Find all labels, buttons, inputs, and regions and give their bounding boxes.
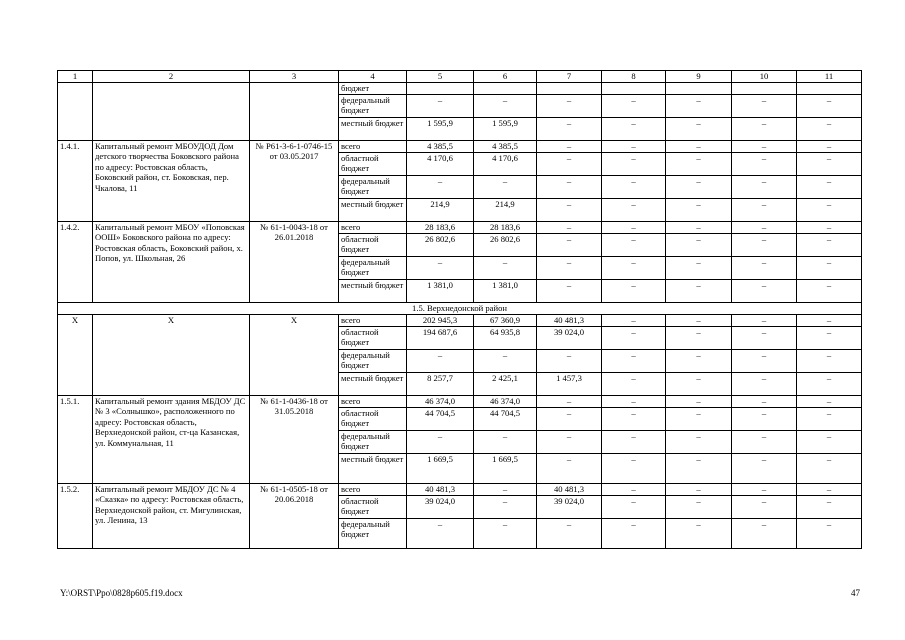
value-cell: –: [537, 94, 602, 117]
budget-type: всего: [339, 483, 407, 495]
budget-type: областной бюджет: [339, 152, 407, 175]
value-cell: –: [666, 483, 732, 495]
table-row: [58, 140, 862, 152]
value-cell: –: [666, 140, 732, 152]
value-cell: –: [732, 117, 797, 140]
value-cell: –: [732, 430, 797, 453]
budget-type: местный бюджет: [339, 198, 407, 221]
value-cell: –: [732, 372, 797, 395]
budget-type: всего: [339, 221, 407, 233]
value-cell: –: [732, 221, 797, 233]
value-cell: –: [474, 483, 537, 495]
item-document: № 61-1-0436-18 от 31.05.2018: [250, 395, 339, 483]
value-cell: –: [797, 483, 862, 495]
column-header: 2: [93, 71, 250, 83]
value-cell: –: [666, 198, 732, 221]
value-cell: –: [666, 314, 732, 326]
budget-type: местный бюджет: [339, 279, 407, 302]
value-cell: –: [602, 483, 666, 495]
value-cell: –: [666, 518, 732, 548]
value-cell: –: [732, 152, 797, 175]
value-cell: –: [666, 256, 732, 279]
value-cell: 28 183,6: [407, 221, 474, 233]
value-cell: 4 170,6: [407, 152, 474, 175]
item-number: 1.5.1.: [58, 395, 93, 483]
table-row: [58, 83, 862, 95]
value-cell: –: [797, 175, 862, 198]
value-cell: –: [474, 430, 537, 453]
value-cell: 1 669,5: [474, 453, 537, 483]
budget-type: местный бюджет: [339, 372, 407, 395]
value-cell: 64 935,8: [474, 326, 537, 349]
value-cell: –: [666, 279, 732, 302]
budget-type: федеральный бюджет: [339, 518, 407, 548]
value-cell: –: [537, 407, 602, 430]
value-cell: –: [732, 483, 797, 495]
value-cell: –: [797, 453, 862, 483]
section-row: [58, 302, 862, 314]
item-name: [93, 83, 250, 141]
value-cell: –: [797, 221, 862, 233]
value-cell: –: [732, 175, 797, 198]
value-cell: 1 595,9: [407, 117, 474, 140]
value-cell: 26 802,6: [474, 233, 537, 256]
column-header: 8: [602, 71, 666, 83]
item-document: № 61-1-0505-18 от 20.06.2018: [250, 483, 339, 548]
value-cell: 46 374,0: [407, 395, 474, 407]
value-cell: –: [797, 140, 862, 152]
footer-page-number: 47: [851, 588, 860, 598]
value-cell: 1 381,0: [474, 279, 537, 302]
value-cell: –: [732, 326, 797, 349]
value-cell: –: [666, 453, 732, 483]
x-marker: Х: [93, 314, 250, 395]
table-row: [58, 395, 862, 407]
value-cell: –: [797, 233, 862, 256]
table-row: [58, 221, 862, 233]
value-cell: –: [602, 453, 666, 483]
value-cell: 26 802,6: [407, 233, 474, 256]
value-cell: 39 024,0: [537, 326, 602, 349]
value-cell: –: [666, 233, 732, 256]
value-cell: –: [602, 326, 666, 349]
column-header: 6: [474, 71, 537, 83]
value-cell: –: [537, 140, 602, 152]
value-cell: –: [602, 140, 666, 152]
budget-type: областной бюджет: [339, 233, 407, 256]
value-cell: 46 374,0: [474, 395, 537, 407]
value-cell: –: [732, 198, 797, 221]
value-cell: –: [537, 349, 602, 372]
value-cell: –: [537, 430, 602, 453]
value-cell: –: [732, 453, 797, 483]
value-cell: –: [407, 518, 474, 548]
value-cell: –: [732, 233, 797, 256]
budget-type: федеральный бюджет: [339, 256, 407, 279]
value-cell: 44 704,5: [474, 407, 537, 430]
value-cell: 8 257,7: [407, 372, 474, 395]
value-cell: 39 024,0: [407, 495, 474, 518]
value-cell: –: [602, 175, 666, 198]
table-row: [58, 314, 862, 326]
value-cell: –: [666, 495, 732, 518]
value-cell: –: [732, 140, 797, 152]
budget-type: всего: [339, 395, 407, 407]
value-cell: 28 183,6: [474, 221, 537, 233]
value-cell: –: [797, 518, 862, 548]
value-cell: –: [537, 152, 602, 175]
value-cell: –: [797, 117, 862, 140]
value-cell: –: [407, 349, 474, 372]
value-cell: –: [474, 495, 537, 518]
item-document: № 61-1-0043-18 от 26.01.2018: [250, 221, 339, 302]
value-cell: –: [732, 349, 797, 372]
value-cell: –: [666, 152, 732, 175]
column-header: 7: [537, 71, 602, 83]
column-header: 9: [666, 71, 732, 83]
budget-type: областной бюджет: [339, 326, 407, 349]
value-cell: –: [732, 395, 797, 407]
value-cell: –: [602, 395, 666, 407]
value-cell: –: [537, 221, 602, 233]
value-cell: –: [666, 349, 732, 372]
budget-type: всего: [339, 314, 407, 326]
budget-type: областной бюджет: [339, 407, 407, 430]
value-cell: 214,9: [474, 198, 537, 221]
value-cell: –: [602, 349, 666, 372]
value-cell: 214,9: [407, 198, 474, 221]
item-number: 1.4.1.: [58, 140, 93, 221]
header-row: [58, 71, 862, 83]
column-header: 11: [797, 71, 862, 83]
value-cell: –: [407, 256, 474, 279]
value-cell: –: [666, 221, 732, 233]
value-cell: –: [537, 256, 602, 279]
value-cell: –: [732, 94, 797, 117]
value-cell: –: [732, 279, 797, 302]
value-cell: –: [474, 518, 537, 548]
value-cell: [474, 83, 537, 95]
value-cell: 202 945,3: [407, 314, 474, 326]
value-cell: –: [474, 256, 537, 279]
value-cell: –: [602, 94, 666, 117]
item-name: Капитальный ремонт МБДОУ ДС № 4 «Сказка» по адресу: Ростовская область, Верхнедонской район, ст. Мигулинская, ул. Ленина, 13: [93, 483, 250, 548]
budget-type: областной бюджет: [339, 495, 407, 518]
budget-type: федеральный бюджет: [339, 349, 407, 372]
value-cell: –: [537, 198, 602, 221]
value-cell: –: [474, 94, 537, 117]
section-title: 1.5. Верхнедонской район: [58, 302, 862, 314]
value-cell: –: [797, 256, 862, 279]
document-table: [57, 70, 862, 549]
value-cell: 44 704,5: [407, 407, 474, 430]
value-cell: –: [537, 233, 602, 256]
value-cell: –: [602, 198, 666, 221]
value-cell: –: [537, 279, 602, 302]
value-cell: –: [797, 94, 862, 117]
budget-type: федеральный бюджет: [339, 94, 407, 117]
value-cell: –: [732, 518, 797, 548]
value-cell: –: [537, 117, 602, 140]
budget-type: местный бюджет: [339, 117, 407, 140]
value-cell: –: [666, 395, 732, 407]
value-cell: –: [602, 518, 666, 548]
value-cell: –: [732, 256, 797, 279]
x-marker: Х: [58, 314, 93, 395]
value-cell: –: [797, 430, 862, 453]
value-cell: –: [602, 233, 666, 256]
item-document: [250, 83, 339, 141]
column-header: 4: [339, 71, 407, 83]
budget-type: федеральный бюджет: [339, 430, 407, 453]
item-number: [58, 83, 93, 141]
item-number: 1.4.2.: [58, 221, 93, 302]
value-cell: 4 385,5: [474, 140, 537, 152]
x-marker: Х: [250, 314, 339, 395]
value-cell: –: [797, 349, 862, 372]
budget-type: бюджет: [339, 83, 407, 95]
budget-type: местный бюджет: [339, 453, 407, 483]
value-cell: –: [666, 430, 732, 453]
value-cell: –: [797, 326, 862, 349]
value-cell: –: [407, 430, 474, 453]
value-cell: –: [474, 175, 537, 198]
value-cell: –: [666, 326, 732, 349]
item-document: № Р61-3-6-1-0746-15 от 03.05.2017: [250, 140, 339, 221]
item-name: Капитальный ремонт МБОУДОД Дом детского творчества Боковского района по адресу: Ростовская область, Боковский район, ст. Боковская, пер. Чкалова, 11: [93, 140, 250, 221]
value-cell: 4 170,6: [474, 152, 537, 175]
budget-type: федеральный бюджет: [339, 175, 407, 198]
value-cell: [537, 83, 602, 95]
value-cell: –: [602, 495, 666, 518]
value-cell: –: [602, 430, 666, 453]
column-header: 10: [732, 71, 797, 83]
footer-file-path: Y:\ORST\Ppo\0828p605.f19.docx: [60, 588, 183, 598]
value-cell: –: [537, 175, 602, 198]
value-cell: –: [602, 221, 666, 233]
value-cell: [732, 83, 797, 95]
value-cell: –: [732, 495, 797, 518]
value-cell: –: [602, 372, 666, 395]
value-cell: [666, 83, 732, 95]
table-row: [58, 483, 862, 495]
value-cell: –: [602, 314, 666, 326]
value-cell: –: [602, 407, 666, 430]
value-cell: 39 024,0: [537, 495, 602, 518]
value-cell: –: [537, 453, 602, 483]
value-cell: –: [474, 349, 537, 372]
value-cell: –: [602, 256, 666, 279]
value-cell: –: [797, 495, 862, 518]
item-name: Капитальный ремонт здания МБДОУ ДС № 3 «Солнышко», расположенного по адресу: Ростовская область, Верхнедонской район, ст-ца Казанская, ул. Коммунальная, 11: [93, 395, 250, 483]
value-cell: 1 595,9: [474, 117, 537, 140]
value-cell: 194 687,6: [407, 326, 474, 349]
value-cell: –: [602, 117, 666, 140]
value-cell: –: [602, 279, 666, 302]
column-header: 3: [250, 71, 339, 83]
value-cell: [602, 83, 666, 95]
value-cell: 67 360,9: [474, 314, 537, 326]
value-cell: [797, 83, 862, 95]
value-cell: 40 481,3: [537, 483, 602, 495]
value-cell: –: [666, 94, 732, 117]
value-cell: –: [797, 198, 862, 221]
value-cell: –: [732, 314, 797, 326]
value-cell: –: [666, 407, 732, 430]
value-cell: 4 385,5: [407, 140, 474, 152]
value-cell: –: [537, 518, 602, 548]
column-header: 1: [58, 71, 93, 83]
value-cell: 2 425,1: [474, 372, 537, 395]
value-cell: –: [732, 407, 797, 430]
value-cell: –: [797, 152, 862, 175]
value-cell: –: [797, 279, 862, 302]
value-cell: 1 669,5: [407, 453, 474, 483]
value-cell: 1 457,3: [537, 372, 602, 395]
value-cell: –: [537, 395, 602, 407]
item-name: Капитальный ремонт МБОУ «Поповская ООШ» Боковского района по адресу: Ростовская область, Боковский район, х. Попов, ул. Школьная, 26: [93, 221, 250, 302]
value-cell: –: [797, 372, 862, 395]
value-cell: –: [797, 314, 862, 326]
column-header: 5: [407, 71, 474, 83]
value-cell: –: [602, 152, 666, 175]
value-cell: –: [407, 94, 474, 117]
value-cell: –: [666, 372, 732, 395]
value-cell: 40 481,3: [537, 314, 602, 326]
budget-type: всего: [339, 140, 407, 152]
value-cell: –: [666, 175, 732, 198]
value-cell: –: [797, 395, 862, 407]
value-cell: –: [407, 175, 474, 198]
value-cell: –: [666, 117, 732, 140]
value-cell: –: [797, 407, 862, 430]
value-cell: 1 381,0: [407, 279, 474, 302]
item-number: 1.5.2.: [58, 483, 93, 548]
value-cell: 40 481,3: [407, 483, 474, 495]
value-cell: [407, 83, 474, 95]
